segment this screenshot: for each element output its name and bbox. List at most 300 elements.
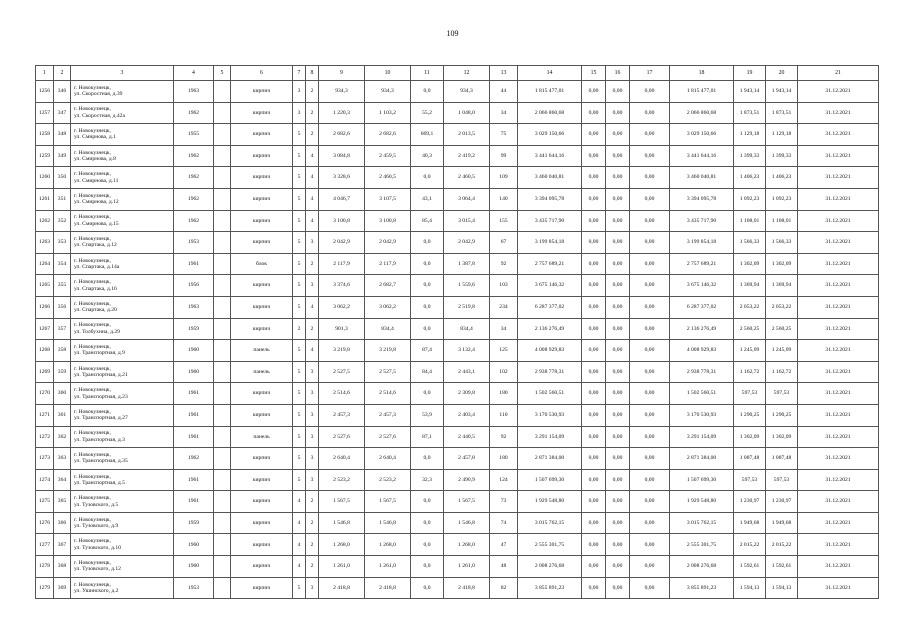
table-cell: 368 bbox=[54, 556, 71, 578]
address-cell: г. Новокузнецк, ул. Транспортная, д.23 bbox=[71, 383, 174, 405]
table-cell: кирпич bbox=[231, 556, 293, 578]
table-cell: 1961 bbox=[174, 404, 214, 426]
table-cell: 31.12.2021 bbox=[798, 469, 879, 491]
table-cell: 3 bbox=[293, 102, 306, 124]
table-cell: 3 062,2 bbox=[365, 296, 411, 318]
table-cell: 3 675 146,32 bbox=[518, 275, 582, 297]
table-cell: 1263 bbox=[36, 232, 54, 254]
table-cell: 2 015,22 bbox=[734, 534, 766, 556]
table-cell: 2 403,4 bbox=[444, 404, 490, 426]
table-cell: 6 287 377,02 bbox=[518, 296, 582, 318]
table-cell: 2 136 276,49 bbox=[670, 318, 734, 340]
table-cell: 2 443,1 bbox=[444, 361, 490, 383]
table-row bbox=[36, 469, 879, 491]
table-cell: 3 bbox=[293, 81, 306, 103]
table-cell: 2 527,5 bbox=[319, 361, 365, 383]
table-cell: 1 048,0 bbox=[444, 102, 490, 124]
table-cell: 1277 bbox=[36, 534, 54, 556]
table-cell: 834,4 bbox=[444, 318, 490, 340]
table-cell: 1 162,72 bbox=[734, 361, 766, 383]
table-row bbox=[36, 145, 879, 167]
table-cell: 1962 bbox=[174, 210, 214, 232]
header-cell: 21 bbox=[798, 66, 879, 81]
table-cell: 934,3 bbox=[365, 81, 411, 103]
table-cell: 2 008 276,68 bbox=[670, 556, 734, 578]
table-cell: 0,00 bbox=[630, 340, 670, 362]
table-cell: 0,00 bbox=[606, 556, 630, 578]
table-cell: 1 387,8 bbox=[444, 253, 490, 275]
table-cell: 1 290,25 bbox=[734, 404, 766, 426]
table-cell: 155 bbox=[490, 210, 518, 232]
table-cell: 3 441 644,16 bbox=[518, 145, 582, 167]
table-cell bbox=[214, 102, 231, 124]
table-cell: 31.12.2021 bbox=[798, 426, 879, 448]
table-row bbox=[36, 275, 879, 297]
table-cell: 347 bbox=[54, 102, 71, 124]
table-cell: 31.12.2021 bbox=[798, 232, 879, 254]
table-cell: 0,00 bbox=[606, 361, 630, 383]
table-cell: 1 815 477,01 bbox=[518, 81, 582, 103]
table-cell: 3 460 040,81 bbox=[670, 167, 734, 189]
table-cell: 1 949,68 bbox=[734, 512, 766, 534]
table-cell: 0,0 bbox=[411, 81, 444, 103]
table-cell: 3 291 154,09 bbox=[518, 426, 582, 448]
table-cell: 0,00 bbox=[582, 81, 606, 103]
table-cell: 1 245,09 bbox=[766, 340, 798, 362]
table-cell: 3 015 762,15 bbox=[670, 512, 734, 534]
table-cell: 0,00 bbox=[582, 318, 606, 340]
table-cell: 5 bbox=[293, 296, 306, 318]
table-cell: 1 369,94 bbox=[734, 275, 766, 297]
table-cell: 2 757 689,21 bbox=[518, 253, 582, 275]
table-cell: 1262 bbox=[36, 210, 54, 232]
table-cell: 3 bbox=[306, 469, 319, 491]
table-cell: 0,00 bbox=[582, 556, 606, 578]
table-cell: 0,00 bbox=[630, 145, 670, 167]
table-cell: 3 084,8 bbox=[319, 145, 365, 167]
table-row bbox=[36, 102, 879, 124]
table-cell: 1 594,13 bbox=[734, 577, 766, 599]
address-cell: г. Новокузнецк, ул. Транспортная, д.3 bbox=[71, 426, 174, 448]
table-cell bbox=[214, 124, 231, 146]
table-cell: 0,00 bbox=[582, 232, 606, 254]
table-cell: 367 bbox=[54, 534, 71, 556]
table-cell: 3 bbox=[306, 577, 319, 599]
table-cell: 1 369,94 bbox=[766, 275, 798, 297]
table-cell: 0,00 bbox=[630, 210, 670, 232]
table-cell: 1279 bbox=[36, 577, 54, 599]
table-cell: 350 bbox=[54, 167, 71, 189]
table-cell: 0,00 bbox=[606, 448, 630, 470]
table-cell: 0,00 bbox=[630, 577, 670, 599]
table-cell: 0,00 bbox=[582, 426, 606, 448]
table-cell: 4 008 929,83 bbox=[518, 340, 582, 362]
table-cell: 2 459,5 bbox=[365, 145, 411, 167]
table-cell: 2 527,6 bbox=[365, 426, 411, 448]
table-cell: 0,00 bbox=[606, 534, 630, 556]
address-cell: г. Новокузнецк, ул. Спартака, д.16 bbox=[71, 275, 174, 297]
table-cell: 1 546,8 bbox=[319, 512, 365, 534]
table-cell: 0,00 bbox=[582, 296, 606, 318]
table-cell: 31.12.2021 bbox=[798, 577, 879, 599]
table-cell: 31.12.2021 bbox=[798, 275, 879, 297]
table-cell: кирпич bbox=[231, 102, 293, 124]
table-cell: 3 675 146,32 bbox=[670, 275, 734, 297]
table-cell: 0,0 bbox=[411, 448, 444, 470]
table-cell: 1962 bbox=[174, 188, 214, 210]
table-cell: 356 bbox=[54, 296, 71, 318]
address-cell: г. Новокузнецк, ул. Транспортная, д.27 bbox=[71, 404, 174, 426]
table-cell: 0,00 bbox=[606, 188, 630, 210]
table-cell: 0,00 bbox=[582, 275, 606, 297]
address-cell: г. Новокузнецк, ул. Транспортная, д.35 bbox=[71, 448, 174, 470]
table-row bbox=[36, 404, 879, 426]
table-cell: 31.12.2021 bbox=[798, 556, 879, 578]
table-cell: 5 bbox=[293, 275, 306, 297]
address-cell: г. Новокузнецк, ул. Толбухина, д.29 bbox=[71, 318, 174, 340]
table-cell: 3 015,4 bbox=[444, 210, 490, 232]
table-cell: 31.12.2021 bbox=[798, 383, 879, 405]
table-cell: 5 bbox=[293, 188, 306, 210]
table-cell: 0,00 bbox=[582, 512, 606, 534]
table-cell: 597,53 bbox=[734, 383, 766, 405]
table-cell: 1962 bbox=[174, 448, 214, 470]
table-cell: 2 682,6 bbox=[365, 124, 411, 146]
header-cell: 20 bbox=[766, 66, 798, 81]
table-cell: 0,00 bbox=[606, 512, 630, 534]
table-cell: 2 117,9 bbox=[319, 253, 365, 275]
table-cell: 1 230,97 bbox=[766, 491, 798, 513]
table-cell: 3 435 717,90 bbox=[670, 210, 734, 232]
table-cell: 43,1 bbox=[411, 188, 444, 210]
table-cell: 0,00 bbox=[630, 296, 670, 318]
table-cell: 0,00 bbox=[630, 491, 670, 513]
table-cell: 2 bbox=[306, 556, 319, 578]
table-row bbox=[36, 210, 879, 232]
table-cell: 0,0 bbox=[411, 275, 444, 297]
table-cell: 1 129,18 bbox=[766, 124, 798, 146]
table-cell: 0,00 bbox=[606, 145, 630, 167]
table-cell: 1258 bbox=[36, 124, 54, 146]
table-cell: 4 bbox=[293, 491, 306, 513]
address-cell: г. Новокузнецк, ул. Тузовского, д.12 bbox=[71, 556, 174, 578]
table-cell: 2 015,22 bbox=[766, 534, 798, 556]
table-cell: 2 514,6 bbox=[319, 383, 365, 405]
table-cell: 5 bbox=[293, 145, 306, 167]
table-cell: 0,00 bbox=[630, 167, 670, 189]
header-cell: 2 bbox=[54, 66, 71, 81]
table-cell: 84,4 bbox=[411, 361, 444, 383]
table-cell: 1953 bbox=[174, 577, 214, 599]
table-cell: 5 bbox=[293, 340, 306, 362]
table-cell: 3 441 644,16 bbox=[670, 145, 734, 167]
table-row bbox=[36, 577, 879, 599]
table-cell: 0,00 bbox=[582, 491, 606, 513]
table-cell bbox=[214, 556, 231, 578]
table-cell: 4 bbox=[306, 188, 319, 210]
table-cell: 0,00 bbox=[606, 426, 630, 448]
table-cell: 0,0 bbox=[411, 577, 444, 599]
header-cell: 19 bbox=[734, 66, 766, 81]
table-cell: 2 682,6 bbox=[319, 124, 365, 146]
table-row bbox=[36, 296, 879, 318]
table-cell: 346 bbox=[54, 81, 71, 103]
address-cell: г. Новокузнецк, ул. Транспортная, д.5 bbox=[71, 469, 174, 491]
data-table bbox=[35, 65, 879, 599]
table-cell: 3 219,8 bbox=[365, 340, 411, 362]
table-cell: 1 108,01 bbox=[734, 210, 766, 232]
table-cell bbox=[214, 167, 231, 189]
table-cell: 0,00 bbox=[582, 210, 606, 232]
table-cell: 0,00 bbox=[606, 81, 630, 103]
table-cell: 75 bbox=[490, 124, 518, 146]
table-cell: 0,00 bbox=[582, 383, 606, 405]
table-cell: 0,00 bbox=[630, 253, 670, 275]
table-cell bbox=[214, 145, 231, 167]
table-cell: 1 220,3 bbox=[319, 102, 365, 124]
address-cell: г. Новокузнецк, ул. Тузовского, д.5 bbox=[71, 491, 174, 513]
table-cell: 2 053,22 bbox=[766, 296, 798, 318]
table-cell: 2 490,9 bbox=[444, 469, 490, 491]
table-row bbox=[36, 491, 879, 513]
table-cell: 0,00 bbox=[582, 188, 606, 210]
header-cell: 18 bbox=[670, 66, 734, 81]
table-cell: 361 bbox=[54, 404, 71, 426]
table-cell: 364 bbox=[54, 469, 71, 491]
table-cell: 1274 bbox=[36, 469, 54, 491]
table-row bbox=[36, 556, 879, 578]
table-cell: 5 bbox=[293, 167, 306, 189]
table-cell: 1 406,23 bbox=[734, 167, 766, 189]
table-cell: 2 136 276,49 bbox=[518, 318, 582, 340]
table-cell: 1 108,01 bbox=[766, 210, 798, 232]
table-row bbox=[36, 426, 879, 448]
table-cell: 2 bbox=[306, 318, 319, 340]
table-cell: 3 bbox=[306, 275, 319, 297]
table-cell: 0,00 bbox=[630, 512, 670, 534]
table-cell: 31.12.2021 bbox=[798, 210, 879, 232]
table-cell: 2 640,4 bbox=[319, 448, 365, 470]
table-cell: 2 418,8 bbox=[444, 577, 490, 599]
table-cell: 1961 bbox=[174, 253, 214, 275]
table-cell: 934,3 bbox=[444, 81, 490, 103]
table-cell: 2 457,8 bbox=[444, 448, 490, 470]
table-cell: 0,0 bbox=[411, 232, 444, 254]
table-cell: 2 757 689,21 bbox=[670, 253, 734, 275]
address-cell: г. Новокузнецк, ул. Смирнова, д.11 bbox=[71, 167, 174, 189]
table-cell: 2 042,9 bbox=[365, 232, 411, 254]
table-cell: 369 bbox=[54, 577, 71, 599]
table-cell: 834,4 bbox=[365, 318, 411, 340]
table-cell: 1256 bbox=[36, 81, 54, 103]
table-cell: 5 bbox=[293, 124, 306, 146]
table-cell: 0,00 bbox=[582, 577, 606, 599]
table-cell: 1 815 477,01 bbox=[670, 81, 734, 103]
address-cell: г. Новокузнецк, ул. Смирнова, д.12 bbox=[71, 188, 174, 210]
table-cell: 5 bbox=[293, 232, 306, 254]
table-cell: 2 457,3 bbox=[365, 404, 411, 426]
table-cell: 31.12.2021 bbox=[798, 318, 879, 340]
header-cell: 3 bbox=[71, 66, 174, 81]
table-cell: 1259 bbox=[36, 145, 54, 167]
table-cell: 2 bbox=[306, 534, 319, 556]
table-cell: 3 bbox=[306, 404, 319, 426]
header-cell: 10 bbox=[365, 66, 411, 81]
table-cell: 1 261,0 bbox=[444, 556, 490, 578]
table-cell: 4 008 929,83 bbox=[670, 340, 734, 362]
table-cell: 0,00 bbox=[630, 102, 670, 124]
table-row bbox=[36, 361, 879, 383]
table-cell: 5 bbox=[293, 253, 306, 275]
header-row bbox=[36, 66, 879, 81]
table-cell: 125 bbox=[490, 340, 518, 362]
table-cell: 3 394 095,78 bbox=[670, 188, 734, 210]
table-cell: 1 261,0 bbox=[319, 556, 365, 578]
header-cell: 17 bbox=[630, 66, 670, 81]
table-cell: 4 bbox=[293, 512, 306, 534]
table-cell: кирпич bbox=[231, 534, 293, 556]
table-cell bbox=[214, 426, 231, 448]
table-cell: 3 bbox=[306, 383, 319, 405]
table-cell: 31.12.2021 bbox=[798, 188, 879, 210]
table-cell: 1 261,0 bbox=[365, 556, 411, 578]
table-cell: 1960 bbox=[174, 556, 214, 578]
table-cell: 31.12.2021 bbox=[798, 361, 879, 383]
table-row bbox=[36, 512, 879, 534]
table-cell: 44 bbox=[490, 81, 518, 103]
table-cell: 1261 bbox=[36, 188, 54, 210]
table-cell bbox=[214, 383, 231, 405]
table-cell: 2 bbox=[306, 253, 319, 275]
table-cell: 1 873,51 bbox=[766, 102, 798, 124]
table-cell: 1959 bbox=[174, 512, 214, 534]
table-cell: 2 560,25 bbox=[766, 318, 798, 340]
table-cell: кирпич bbox=[231, 124, 293, 146]
table-cell: 31.12.2021 bbox=[798, 534, 879, 556]
table-cell: кирпич bbox=[231, 232, 293, 254]
table-cell bbox=[214, 577, 231, 599]
table-cell: 31.12.2021 bbox=[798, 124, 879, 146]
table-cell: 3 bbox=[306, 361, 319, 383]
table-row bbox=[36, 340, 879, 362]
table-cell: 31.12.2021 bbox=[798, 167, 879, 189]
table-cell: 1960 bbox=[174, 534, 214, 556]
table-cell: панель bbox=[231, 361, 293, 383]
table-cell: 74 bbox=[490, 512, 518, 534]
table-cell: 1260 bbox=[36, 167, 54, 189]
table-cell: 3 460 040,81 bbox=[518, 167, 582, 189]
table-cell: 2 013,5 bbox=[444, 124, 490, 146]
table-cell: 0,00 bbox=[630, 188, 670, 210]
table-row bbox=[36, 383, 879, 405]
table-cell: 1268 bbox=[36, 340, 54, 362]
table-cell: 87,4 bbox=[411, 340, 444, 362]
table-cell: 597,53 bbox=[734, 469, 766, 491]
table-cell: 357 bbox=[54, 318, 71, 340]
table-cell: 351 bbox=[54, 188, 71, 210]
table-cell: 1 290,25 bbox=[766, 404, 798, 426]
table-cell: 0,00 bbox=[606, 318, 630, 340]
table-cell: 1 567,5 bbox=[444, 491, 490, 513]
table-cell: 2 682,7 bbox=[365, 275, 411, 297]
table-cell: 0,0 bbox=[411, 167, 444, 189]
table-cell: 0,0 bbox=[411, 534, 444, 556]
table-cell: 2 523,2 bbox=[319, 469, 365, 491]
table-cell: 2 066 860,68 bbox=[518, 102, 582, 124]
table-cell: 0,0 bbox=[411, 491, 444, 513]
table-cell: 1 949,68 bbox=[766, 512, 798, 534]
table-cell bbox=[214, 448, 231, 470]
table-cell: 3 062,2 bbox=[319, 296, 365, 318]
table-row bbox=[36, 124, 879, 146]
table-cell: 1 502 560,51 bbox=[518, 383, 582, 405]
table-cell: 3 015 762,15 bbox=[518, 512, 582, 534]
table-cell: 2 bbox=[306, 124, 319, 146]
table-cell: 3 855 891,23 bbox=[518, 577, 582, 599]
table-cell bbox=[214, 491, 231, 513]
table-cell: 1 092,23 bbox=[766, 188, 798, 210]
table-cell: 1960 bbox=[174, 361, 214, 383]
table-cell: кирпич bbox=[231, 275, 293, 297]
table-cell: панель bbox=[231, 340, 293, 362]
table-cell: 140 bbox=[490, 188, 518, 210]
table-cell: 2 bbox=[306, 491, 319, 513]
table-cell: 4 bbox=[293, 534, 306, 556]
table-cell: 1962 bbox=[174, 102, 214, 124]
table-cell: 2 053,22 bbox=[734, 296, 766, 318]
table-cell bbox=[214, 469, 231, 491]
header-cell: 14 bbox=[518, 66, 582, 81]
address-cell: г. Новокузнецк, ул. Тузовского, д.9 bbox=[71, 512, 174, 534]
table-cell: 2 418,8 bbox=[365, 577, 411, 599]
table-cell: 3 328,6 bbox=[319, 167, 365, 189]
table-cell: 31.12.2021 bbox=[798, 404, 879, 426]
table-row bbox=[36, 253, 879, 275]
table-cell: кирпич bbox=[231, 383, 293, 405]
table-cell: 2 309,8 bbox=[444, 383, 490, 405]
table-cell: 31.12.2021 bbox=[798, 145, 879, 167]
table-cell: 0,00 bbox=[582, 124, 606, 146]
table-cell: 34 bbox=[490, 102, 518, 124]
table-cell: 1960 bbox=[174, 340, 214, 362]
table-cell: 87,1 bbox=[411, 426, 444, 448]
table-cell: 31.12.2021 bbox=[798, 340, 879, 362]
table-cell: 1961 bbox=[174, 491, 214, 513]
address-cell: г. Новокузнецк, ул. Ушинского, д.2 bbox=[71, 577, 174, 599]
table-cell: кирпич bbox=[231, 81, 293, 103]
table-cell: кирпич bbox=[231, 491, 293, 513]
table-cell: 1 399,33 bbox=[734, 145, 766, 167]
address-cell: г. Новокузнецк, ул. Скоростная, д.42а bbox=[71, 102, 174, 124]
table-cell: 180 bbox=[490, 383, 518, 405]
table-cell: 2 bbox=[293, 318, 306, 340]
table-cell: 1963 bbox=[174, 296, 214, 318]
table-cell: 32,3 bbox=[411, 469, 444, 491]
table-cell: кирпич bbox=[231, 512, 293, 534]
table-row bbox=[36, 448, 879, 470]
table-cell: 0,00 bbox=[606, 124, 630, 146]
table-cell: 348 bbox=[54, 124, 71, 146]
table-cell: 3 bbox=[306, 232, 319, 254]
header-cell: 5 bbox=[214, 66, 231, 81]
table-cell: 1 943,14 bbox=[766, 81, 798, 103]
table-cell bbox=[214, 296, 231, 318]
table-cell: 1276 bbox=[36, 512, 54, 534]
table-cell: 1 502 560,51 bbox=[670, 383, 734, 405]
table-cell: 1266 bbox=[36, 296, 54, 318]
table-cell: 1275 bbox=[36, 491, 54, 513]
table-cell: 1959 bbox=[174, 318, 214, 340]
